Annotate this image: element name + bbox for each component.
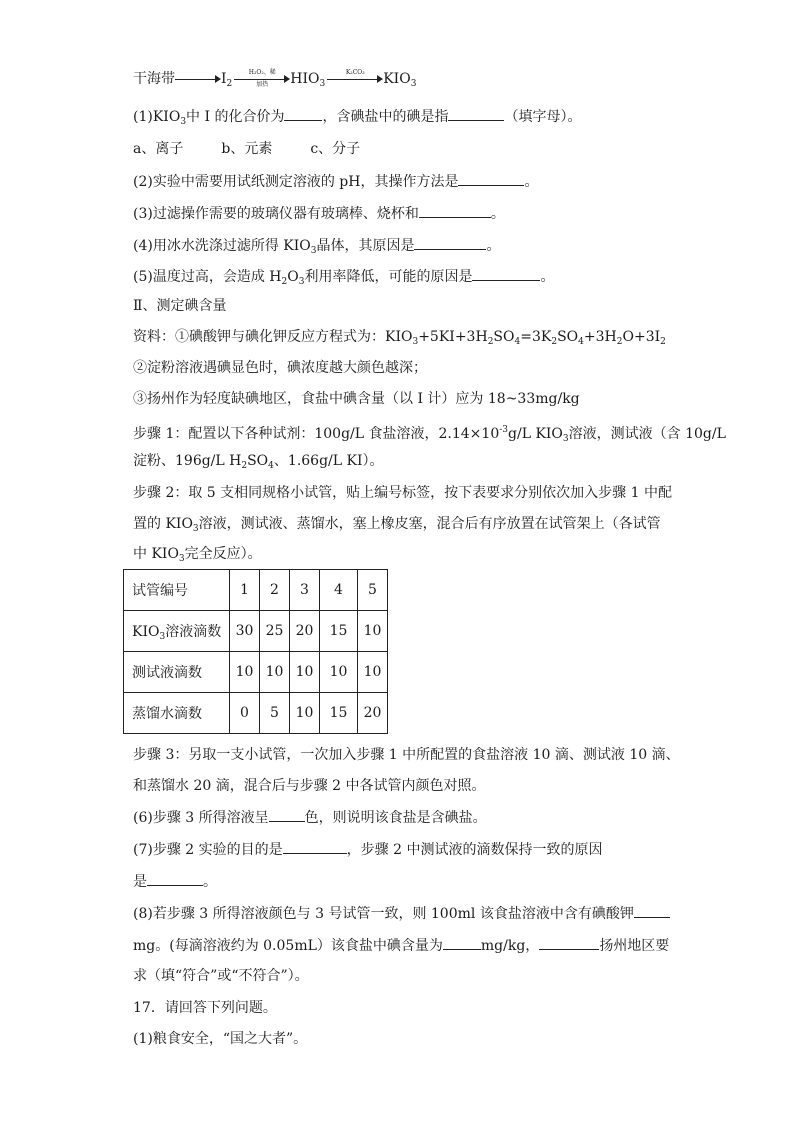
flow-start: 干海带 — [133, 71, 175, 87]
table-cell: 10 — [260, 652, 290, 693]
option-c: c、分子 — [310, 141, 361, 157]
table-cell: 20 — [358, 693, 388, 734]
question-8-line-2: mg。(每滴溶液约为 0.05mL）该食盐中碘含量为 mg/kg， 扬州地区要 — [133, 935, 669, 956]
section-heading: Ⅱ、测定碘含量 — [133, 298, 227, 314]
answer-blank[interactable] — [458, 171, 524, 186]
question-4: (4)用冰水洗涤过滤所得 $KIO_3$晶体，其原因是 。 — [133, 235, 500, 261]
answer-blank[interactable] — [634, 903, 670, 918]
question-2: (2)实验中需要用试纸测定溶液的 pH，其操作方法是 。 — [133, 171, 538, 192]
table-cell: 15 — [320, 693, 358, 734]
reference-3: ③扬州作为轻度缺碘地区，食盐中碘含量（以 I 计）应为 18~33mg/kg — [133, 391, 580, 407]
step-3-line-2: 和蒸馏水 20 滴，混合后与步骤 2 中各试管内颜色对照。 — [133, 778, 486, 794]
question-8-line-3: 求（填“符合”或“不符合”）。 — [133, 968, 309, 984]
answer-blank[interactable] — [448, 106, 504, 121]
answer-blank[interactable] — [283, 839, 347, 854]
table-cell: 0 — [230, 693, 260, 734]
question-7-cont: 是 。 — [133, 871, 217, 892]
flow-hio3: HIO — [290, 71, 320, 87]
answer-blank[interactable] — [539, 935, 599, 950]
question-17-part-1: (1)粮食安全，“国之大者”。 — [133, 1031, 308, 1047]
answer-blank[interactable] — [284, 106, 322, 121]
table-cell: 30 — [230, 611, 260, 652]
step-2-line-3: 中 $KIO_3$完全反应）。 — [133, 546, 262, 564]
step-3-line-1: 步骤 3：另取一支小试管，一次加入步骤 1 中所配置的食盐溶液 10 滴、测试液 10 滴、 — [133, 747, 680, 763]
process-flow: 干海带 $I_2$ H₂O₂、稀 加热 $HIO_3$ K₂CO₃ $KIO_3$ — [133, 69, 417, 89]
row-label: 测试液滴数 — [124, 652, 230, 693]
step-1-line-1: 步骤 1：配置以下各种试剂：100g/L 食盐溶液，$2.14\times 10^{-3}g/L$ $KIO_3$溶液，测试液（含 10g/L — [133, 425, 726, 444]
step-2-line-1: 步骤 2：取 5 支相同规格小试管，贴上编号标签，按下表要求分别依次加入步骤 1 中配 — [133, 485, 672, 501]
row-label: 蒸馏水滴数 — [124, 693, 230, 734]
answer-blank[interactable] — [443, 935, 481, 950]
answer-options — [133, 139, 360, 159]
question-5: (5)温度过高，会造成 $H_2O_3$利用率降低，可能的原因是 。 — [133, 266, 554, 292]
table-cell: 5 — [358, 570, 388, 611]
option-a: a、离子 — [133, 141, 184, 157]
table-cell: 4 — [320, 570, 358, 611]
titration-table — [123, 569, 388, 734]
table-cell: 10 — [358, 611, 388, 652]
table-row — [124, 570, 388, 611]
table-cell: 1 — [230, 570, 260, 611]
answer-blank[interactable] — [414, 235, 486, 250]
flow-i2: I — [221, 71, 227, 87]
table-row — [124, 611, 388, 652]
table-cell: 10 — [230, 652, 260, 693]
answer-blank[interactable] — [419, 203, 491, 218]
table-cell: 3 — [290, 570, 320, 611]
step-2-line-2: 置的 $KIO_3$溶液，测试液、蒸馏水，塞上橡皮塞，混合后有序放置在试管架上（各试管 — [133, 516, 661, 534]
question-17: 17．请回答下列问题。 — [133, 1000, 277, 1016]
table-cell: 25 — [260, 611, 290, 652]
flow-arrow — [175, 69, 221, 89]
flow-arrow-k2co3: K₂CO₃ — [327, 69, 383, 89]
table-cell: 10 — [358, 652, 388, 693]
answer-blank[interactable] — [269, 807, 305, 822]
table-cell: 5 — [260, 693, 290, 734]
step-1-line-2: 淀粉、196g/L $H_2SO_4$、1.66g/L KI）。 — [133, 453, 384, 471]
answer-blank[interactable] — [472, 266, 540, 281]
question-3: (3)过滤操作需要的玻璃仪器有玻璃棒、烧杯和 。 — [133, 203, 505, 224]
question-7: (7)步骤 2 实验的目的是 ，步骤 2 中测试液的滴数保持一致的原因 — [133, 839, 602, 860]
table-cell: 10 — [290, 693, 320, 734]
table-row — [124, 652, 388, 693]
row-label: 试管编号 — [124, 570, 230, 611]
answer-blank[interactable] — [147, 871, 203, 886]
question-8: (8)若步骤 3 所得溶液颜色与 3 号试管一致，则 100ml 该食盐溶液中含有碘酸钾 — [133, 903, 670, 924]
question-6: (6)步骤 3 所得溶液呈 色，则说明该食盐是含碘盐。 — [133, 807, 487, 828]
table-cell: 10 — [290, 652, 320, 693]
reference-2: ②淀粉溶液遇碘显色时，碘浓度越大颜色越深； — [133, 360, 427, 376]
row-label: $KIO_3$溶液滴数 — [124, 611, 230, 652]
table-row — [124, 693, 388, 734]
option-b: b、元素 — [221, 141, 273, 157]
flow-kio3: KIO — [383, 71, 411, 87]
reference-1: 资料：①碘酸钾与碘化钾反应方程式为：$KIO_3+5KI+3H_2SO_4=3K_2SO_4+3H_2O+3I_2$ — [133, 329, 666, 347]
table-cell: 20 — [290, 611, 320, 652]
question-1: $(1)KIO_3$中 I 的化合价为 ，含碘盐中的碘是指 （填字母）。 — [133, 106, 581, 132]
table-cell: 15 — [320, 611, 358, 652]
table-cell: 10 — [320, 652, 358, 693]
flow-arrow-oxidize: H₂O₂、稀 加热 — [234, 69, 290, 89]
table-cell: 2 — [260, 570, 290, 611]
